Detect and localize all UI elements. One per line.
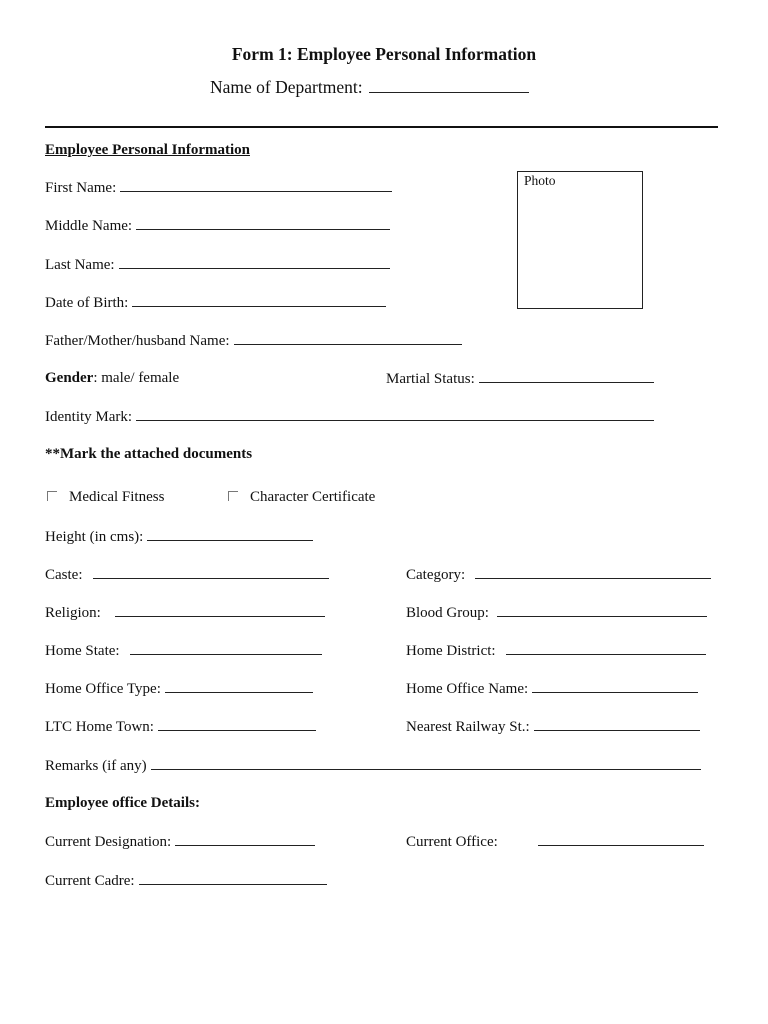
home-state-row [45,642,322,660]
religion-label: Religion: [45,605,101,621]
cadre-row [45,872,327,890]
character-certificate-option[interactable] [228,489,375,506]
category-label: Category: [406,567,466,583]
current-office-row [406,833,704,851]
dob-label: Date of Birth: [45,295,129,311]
current-office-label: Current Office: [406,834,498,850]
remarks-field[interactable] [151,757,701,770]
last-name-field[interactable] [119,256,390,269]
first-name-field[interactable] [120,179,392,192]
middle-name-label: Middle Name: [45,218,133,234]
home-office-name-row [406,680,698,698]
nearest-railway-field[interactable] [534,718,700,731]
caste-row [45,566,329,584]
last-name-row [45,256,390,274]
department-field[interactable] [369,80,529,93]
height-row [45,528,313,546]
remarks-row [45,757,701,775]
department-row [210,77,529,98]
home-district-row [406,642,706,660]
category-row [406,566,711,584]
first-name-row [45,179,392,197]
form-title: Form 1: Employee Personal Information [231,44,537,64]
home-district-field[interactable] [506,642,706,655]
blood-group-row [406,604,707,622]
gender-row [45,370,179,387]
nearest-railway-row [406,718,700,736]
parent-name-field[interactable] [234,332,462,345]
remarks-label: Remarks (if any) [45,758,147,774]
home-office-type-field[interactable] [165,680,313,693]
section-heading-personal: Employee Personal Information [45,142,250,158]
identity-mark-field[interactable] [136,408,654,421]
parent-name-label: Father/Mother/husband Name: [45,333,230,349]
documents-heading: **Mark the attached documents [45,446,253,462]
header-divider [45,126,718,128]
marital-status-label: Martial Status: [386,371,475,387]
cadre-field[interactable] [139,872,327,885]
first-name-label: First Name: [45,180,117,196]
middle-name-row [45,217,390,235]
home-state-label: Home State: [45,643,120,659]
character-certificate-checkbox[interactable] [228,491,238,501]
medical-fitness-option[interactable] [47,489,164,506]
home-office-type-row [45,680,313,698]
medical-fitness-label: Medical Fitness [69,489,165,505]
office-heading: Employee office Details: [45,795,200,811]
blood-group-field[interactable] [497,604,707,617]
current-office-field[interactable] [538,833,704,846]
photo-label: Photo [524,173,556,188]
height-label: Height (in cms): [45,529,144,545]
home-office-name-label: Home Office Name: [406,681,529,697]
dob-field[interactable] [132,294,386,307]
dob-row [45,294,386,312]
ltc-home-town-row [45,718,316,736]
parent-name-row [45,332,462,350]
medical-fitness-checkbox[interactable] [47,491,57,501]
character-certificate-label: Character Certificate [250,489,376,505]
last-name-label: Last Name: [45,257,115,273]
designation-field[interactable] [175,833,315,846]
gender-label: Gender [45,370,94,386]
designation-label: Current Designation: [45,834,172,850]
middle-name-field[interactable] [136,217,390,230]
marital-status-row [386,370,654,388]
home-office-type-label: Home Office Type: [45,681,161,697]
cadre-label: Current Cadre: [45,873,135,889]
marital-status-field[interactable] [479,370,654,383]
caste-field[interactable] [93,566,329,579]
identity-mark-row [45,408,654,426]
religion-field[interactable] [115,604,325,617]
home-office-name-field[interactable] [532,680,698,693]
designation-row [45,833,315,851]
ltc-home-town-field[interactable] [158,718,316,731]
department-label: Name of Department: [210,77,363,97]
height-field[interactable] [147,528,313,541]
caste-label: Caste: [45,567,83,583]
gender-options[interactable]: : male/ female [93,370,180,386]
religion-row [45,604,325,622]
nearest-railway-label: Nearest Railway St.: [406,719,530,735]
home-district-label: Home District: [406,643,496,659]
identity-mark-label: Identity Mark: [45,409,133,425]
home-state-field[interactable] [130,642,322,655]
blood-group-label: Blood Group: [406,605,489,621]
category-field[interactable] [475,566,711,579]
photo-box[interactable] [517,171,643,309]
ltc-home-town-label: LTC Home Town: [45,719,154,735]
